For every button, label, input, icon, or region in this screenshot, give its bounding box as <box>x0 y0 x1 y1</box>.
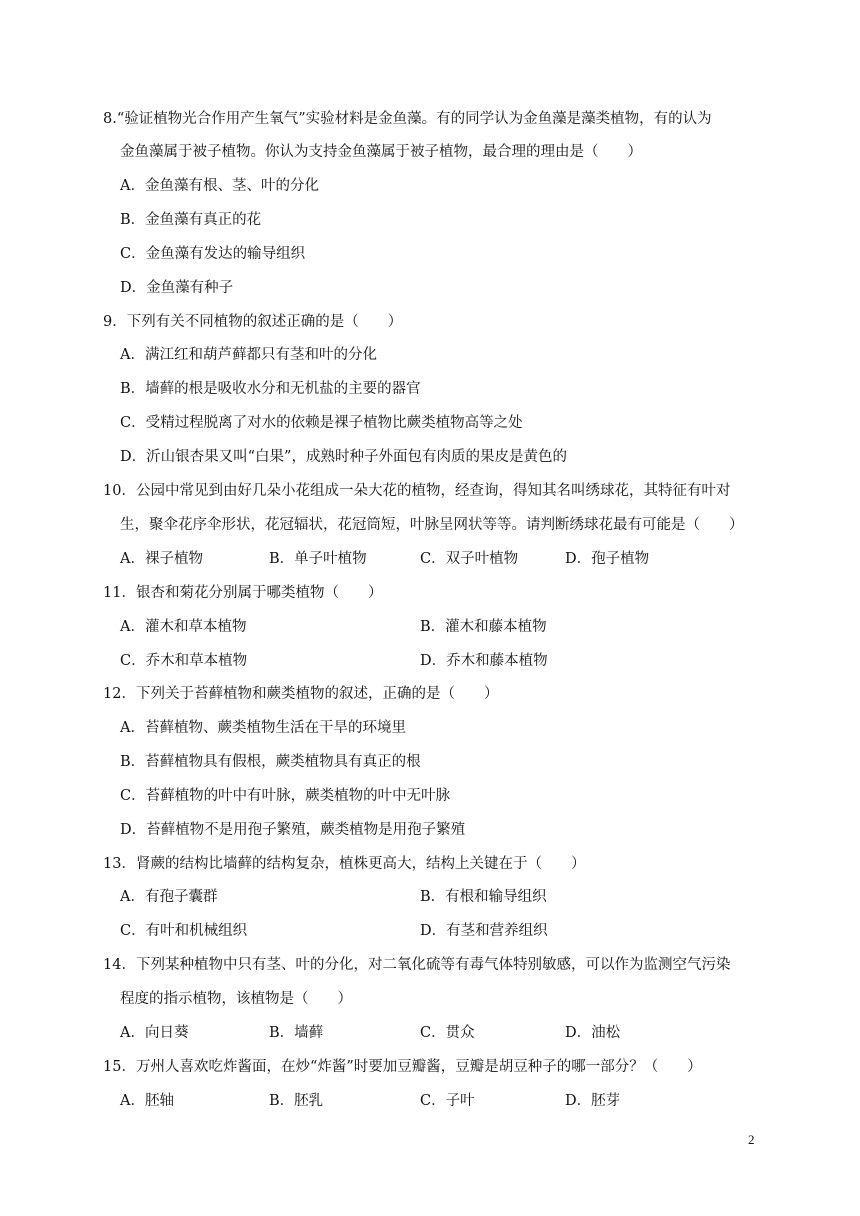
question-13-option-d: D．有茎和营养组织 <box>420 923 548 939</box>
question-9-option-b: B．墙藓的根是吸收水分和无机盐的主要的器官 <box>120 381 421 397</box>
question-12-stem: 12．下列关于苔藓植物和蕨类植物的叙述，正确的是（ ） <box>103 686 499 702</box>
question-10-option-d: D．孢子植物 <box>565 551 650 567</box>
question-8-option-a: A．金鱼藻有根、茎、叶的分化 <box>120 178 319 194</box>
question-10-option-b: B．单子叶植物 <box>269 551 367 567</box>
question-11-stem: 11．银杏和菊花分别属于哪类植物（ ） <box>103 585 383 601</box>
question-9-option-d: D．沂山银杏果又叫“白果”，成熟时种子外面包有肉质的果皮是黄色的 <box>120 449 567 465</box>
question-10-stem-line-1: 10．公园中常见到由好几朵小花组成一朵大花的植物，经查询，得知其名叫绣球花，其特征有叶对 <box>103 483 731 499</box>
question-11-option-a: A．灌木和草本植物 <box>120 619 247 635</box>
question-9-option-c: C．受精过程脱离了对水的依赖是裸子植物比蕨类植物高等之处 <box>120 415 523 431</box>
question-10-stem-line-2: 生，聚伞花序伞形状，花冠辐状，花冠筒短，叶脉呈网状等等。请判断绣球花最有可能是（ ） <box>120 517 744 533</box>
question-10-option-c: C．双子叶植物 <box>420 551 519 567</box>
question-8-stem-line-2: 金鱼藻属于被子植物。你认为支持金鱼藻属于被子植物，最合理的理由是（ ） <box>120 144 642 160</box>
question-15-stem: 15．万州人喜欢吃炸酱面，在炒“炸酱”时要加豆瓣酱，豆瓣是胡豆种子的哪一部分？（ ） <box>103 1059 702 1075</box>
page-number: 2 <box>748 1132 755 1147</box>
question-8-stem-line-1: 8.“验证植物光合作用产生氧气”实验材料是金鱼藻。有的同学认为金鱼藻是藻类植物，有的认为 <box>103 111 712 127</box>
question-9-option-a: A．满江红和葫芦藓都只有茎和叶的分化 <box>120 347 377 363</box>
question-14-option-d: D．油松 <box>565 1025 621 1041</box>
question-14-option-c: C．贯众 <box>420 1025 475 1041</box>
question-13-option-a: A．有孢子囊群 <box>120 889 218 905</box>
question-8-option-b: B．金鱼藻有真正的花 <box>120 212 262 228</box>
question-8-option-c: C．金鱼藻有发达的输导组织 <box>120 246 306 262</box>
question-15-option-a: A．胚轴 <box>120 1093 174 1109</box>
question-12-option-b: B．苔藓植物具有假根，蕨类植物具有真正的根 <box>120 754 421 770</box>
question-14-option-b: B．墙藓 <box>269 1025 324 1041</box>
question-12-option-d: D．苔藓植物不是用孢子繁殖，蕨类植物是用孢子繁殖 <box>120 822 466 838</box>
question-10-option-a: A．裸子植物 <box>120 551 203 567</box>
question-14-stem-line-1: 14．下列某种植物中只有茎、叶的分化，对二氧化硫等有毒气体特别敏感，可以作为监测空气污染 <box>103 957 731 973</box>
question-12-option-a: A．苔藓植物、蕨类植物生活在干旱的环境里 <box>120 720 406 736</box>
question-15-option-d: D．胚芽 <box>565 1093 621 1109</box>
question-13-stem: 13．肾蕨的结构比墙藓的结构复杂，植株更高大，结构上关键在于（ ） <box>103 856 586 872</box>
question-13-option-c: C．有叶和机械组织 <box>120 923 248 939</box>
question-14-option-a: A．向日葵 <box>120 1025 189 1041</box>
question-11-option-b: B．灌木和藤本植物 <box>420 619 547 635</box>
question-11-option-c: C．乔木和草本植物 <box>120 653 248 669</box>
question-12-option-c: C．苔藓植物的叶中有叶脉，蕨类植物的叶中无叶脉 <box>120 788 451 804</box>
question-15-option-b: B．胚乳 <box>269 1093 324 1109</box>
question-15-option-c: C．子叶 <box>420 1093 475 1109</box>
question-13-option-b: B．有根和输导组织 <box>420 889 547 905</box>
question-11-option-d: D．乔木和藤本植物 <box>420 653 548 669</box>
question-14-stem-line-2: 程度的指示植物，该植物是（ ） <box>120 991 352 1007</box>
question-8-option-d: D．金鱼藻有种子 <box>120 280 234 296</box>
question-9-stem: 9．下列有关不同植物的叙述正确的是（ ） <box>103 314 403 330</box>
